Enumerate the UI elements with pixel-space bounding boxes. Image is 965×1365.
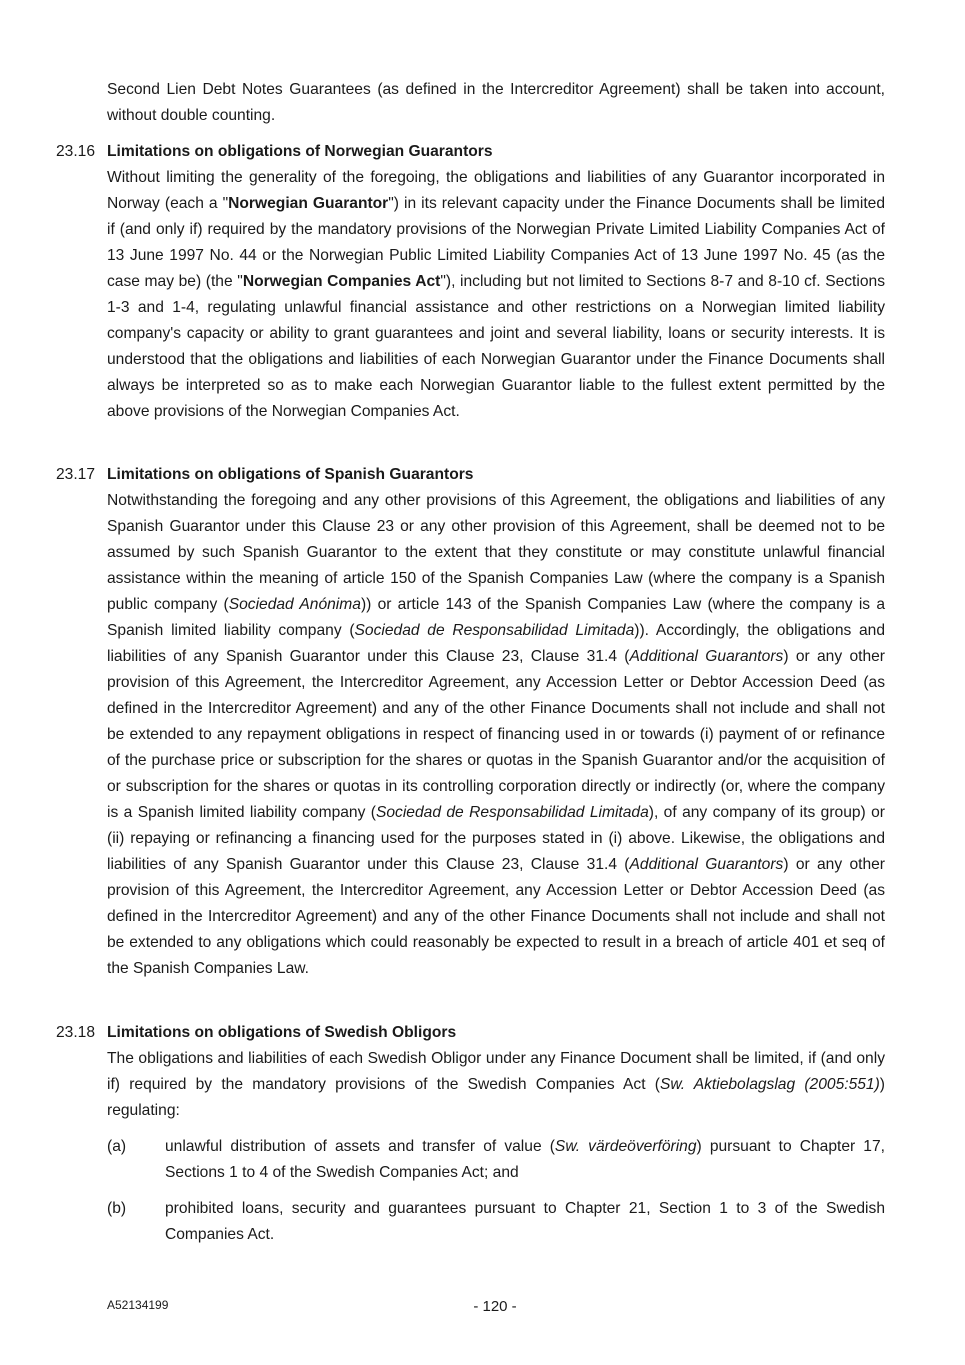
italic-term: Additional Guarantors bbox=[629, 648, 784, 665]
body-text: ) pursuant to Chapter 17, Sections 1 to 4 of the Swedish Companies Act; and bbox=[165, 1138, 885, 1181]
defined-term: Norwegian Companies Act bbox=[242, 273, 441, 290]
body-text: ), of any company of its group) or (ii) repaying or refinancing a financing used for the purposes stated in (i) above. Likewise, the obligations and liabilities of any Spanish Guarantor under this Clause 23, Clause 31.4 ( bbox=[107, 804, 886, 873]
section-23-17-heading bbox=[56, 462, 886, 488]
italic-term: Sw. värdeöverföring bbox=[554, 1138, 697, 1155]
section-number: 23.16 bbox=[56, 143, 96, 160]
page-number: - 120 - bbox=[473, 1298, 517, 1315]
section-number: 23.18 bbox=[56, 1024, 96, 1041]
body-text: ") in its relevant capacity under the Finance Documents shall be limited if (and only if) required by the mandatory provisions of the Norwegian Private Limited Liability Companies Act of 13 June 1997 No. 44 or the Norwegian Public Limited Liability Companies Act of 13 June 1997 No. 45 (as the case may be) (the " bbox=[107, 195, 885, 290]
body-text: unlawful distribution of assets and transfer of value ( bbox=[165, 1138, 555, 1155]
italic-term: Sociedad Anónima bbox=[228, 596, 361, 613]
intro-text: Second Lien Debt Notes Guarantees (as defined in the Intercreditor Agreement) shall be taken into account, without double counting. bbox=[107, 81, 885, 124]
section-23-16-heading bbox=[56, 139, 886, 165]
body-text: ) or any other provision of this Agreement, the Intercreditor Agreement, any Accession Letter or Debtor Accession Deed (as defined in the Intercreditor Agreement) and any of the other Finance Documents shall not include and shall not be extended to any obligations which could reasonably be expected to result in a breach of article 401 et seq of the Spanish Companies Law. bbox=[107, 856, 885, 977]
italic-term: Sociedad de Responsabilidad Limitada bbox=[375, 804, 649, 821]
body-text: Without limiting the generality of the foregoing, the obligations and liabilities of any Guarantor incorporated in Norway (each a " bbox=[107, 169, 885, 212]
body-text: "), including but not limited to Sections 8-7 and 8-10 cf. Sections 1-3 and 1-4, regulating unlawful financial assistance and other restrictions on a Norwegian limited liability company's capacity or ability to grant guarantees and joint and several liability, loans or security interests. It is understood that the obligations and liabilities of each Norwegian Guarantor under the Finance Documents shall always be interpreted so as to make each Norwegian Guarantor liable to the fullest extent permitted by the above provisions of the Norwegian Companies Act. bbox=[107, 273, 885, 420]
list-item-a bbox=[107, 1134, 885, 1186]
body-text: Notwithstanding the foregoing and any other provisions of this Agreement, the obligations and liabilities of any Spanish Guarantor under this Clause 23 or any other provision of this Agreement, shall be deemed not to be assumed by such Spanish Guarantor to the extent that they constitute or may constitute unlawful financial assistance within the meaning of article 150 of the Spanish Companies Law (where the company is a Spanish public company ( bbox=[107, 492, 885, 613]
body-text: )) or article 143 of the Spanish Companies Law (where the company is a Spanish limited liability company ( bbox=[107, 596, 885, 639]
defined-term: Norwegian Guarantor bbox=[228, 195, 389, 212]
intro-paragraph bbox=[107, 77, 885, 129]
section-title: Limitations on obligations of Swedish Obligors bbox=[107, 1024, 457, 1041]
list-item-label: (a) bbox=[107, 1138, 127, 1155]
list-item-text bbox=[165, 1134, 885, 1186]
body-text: ) regulating: bbox=[107, 1076, 885, 1119]
document-reference: A52134199 bbox=[107, 1298, 169, 1312]
list-item-text bbox=[165, 1196, 885, 1248]
list-item-label: (b) bbox=[107, 1200, 127, 1217]
section-title: Limitations on obligations of Spanish Guarantors bbox=[107, 466, 474, 483]
section-number: 23.17 bbox=[56, 466, 96, 483]
list-item-b bbox=[107, 1196, 885, 1248]
section-23-17-body bbox=[107, 488, 885, 982]
body-text: prohibited loans, security and guarantees pursuant to Chapter 21, Section 1 to 3 of the Swedish Companies Act. bbox=[165, 1200, 885, 1243]
body-text: ) or any other provision of this Agreement, the Intercreditor Agreement, any Accession Letter or Debtor Accession Deed (as defined in the Intercreditor Agreement) and any of the other Finance Documents shall not include and shall not be extended to any repayment obligations in respect of financing used in or towards (i) payment of or refinance of the purchase price or subscription for the shares or quotas in the Spanish Guarantor and/or the acquisition of or subscription for the shares or quotas in its controlling corporation directly or indirectly (or, where the company is a Spanish limited liability company ( bbox=[107, 648, 885, 821]
section-23-16-body bbox=[107, 165, 885, 425]
body-text: The obligations and liabilities of each Swedish Obligor under any Finance Document shall be limited, if (and only if) required by the mandatory provisions of the Swedish Companies Act ( bbox=[107, 1050, 885, 1093]
section-23-18-heading bbox=[56, 1020, 886, 1046]
italic-term: Additional Guarantors bbox=[629, 856, 784, 873]
section-23-18-body bbox=[107, 1046, 885, 1124]
italic-term: Sociedad de Responsabilidad Limitada bbox=[354, 622, 635, 639]
italic-term: Sw. Aktiebolagslag (2005:551) bbox=[659, 1076, 880, 1093]
section-title: Limitations on obligations of Norwegian Guarantors bbox=[107, 143, 493, 160]
body-text: )). Accordingly, the obligations and liabilities of any Spanish Guarantor under this Clause 23, Clause 31.4 ( bbox=[107, 622, 886, 665]
